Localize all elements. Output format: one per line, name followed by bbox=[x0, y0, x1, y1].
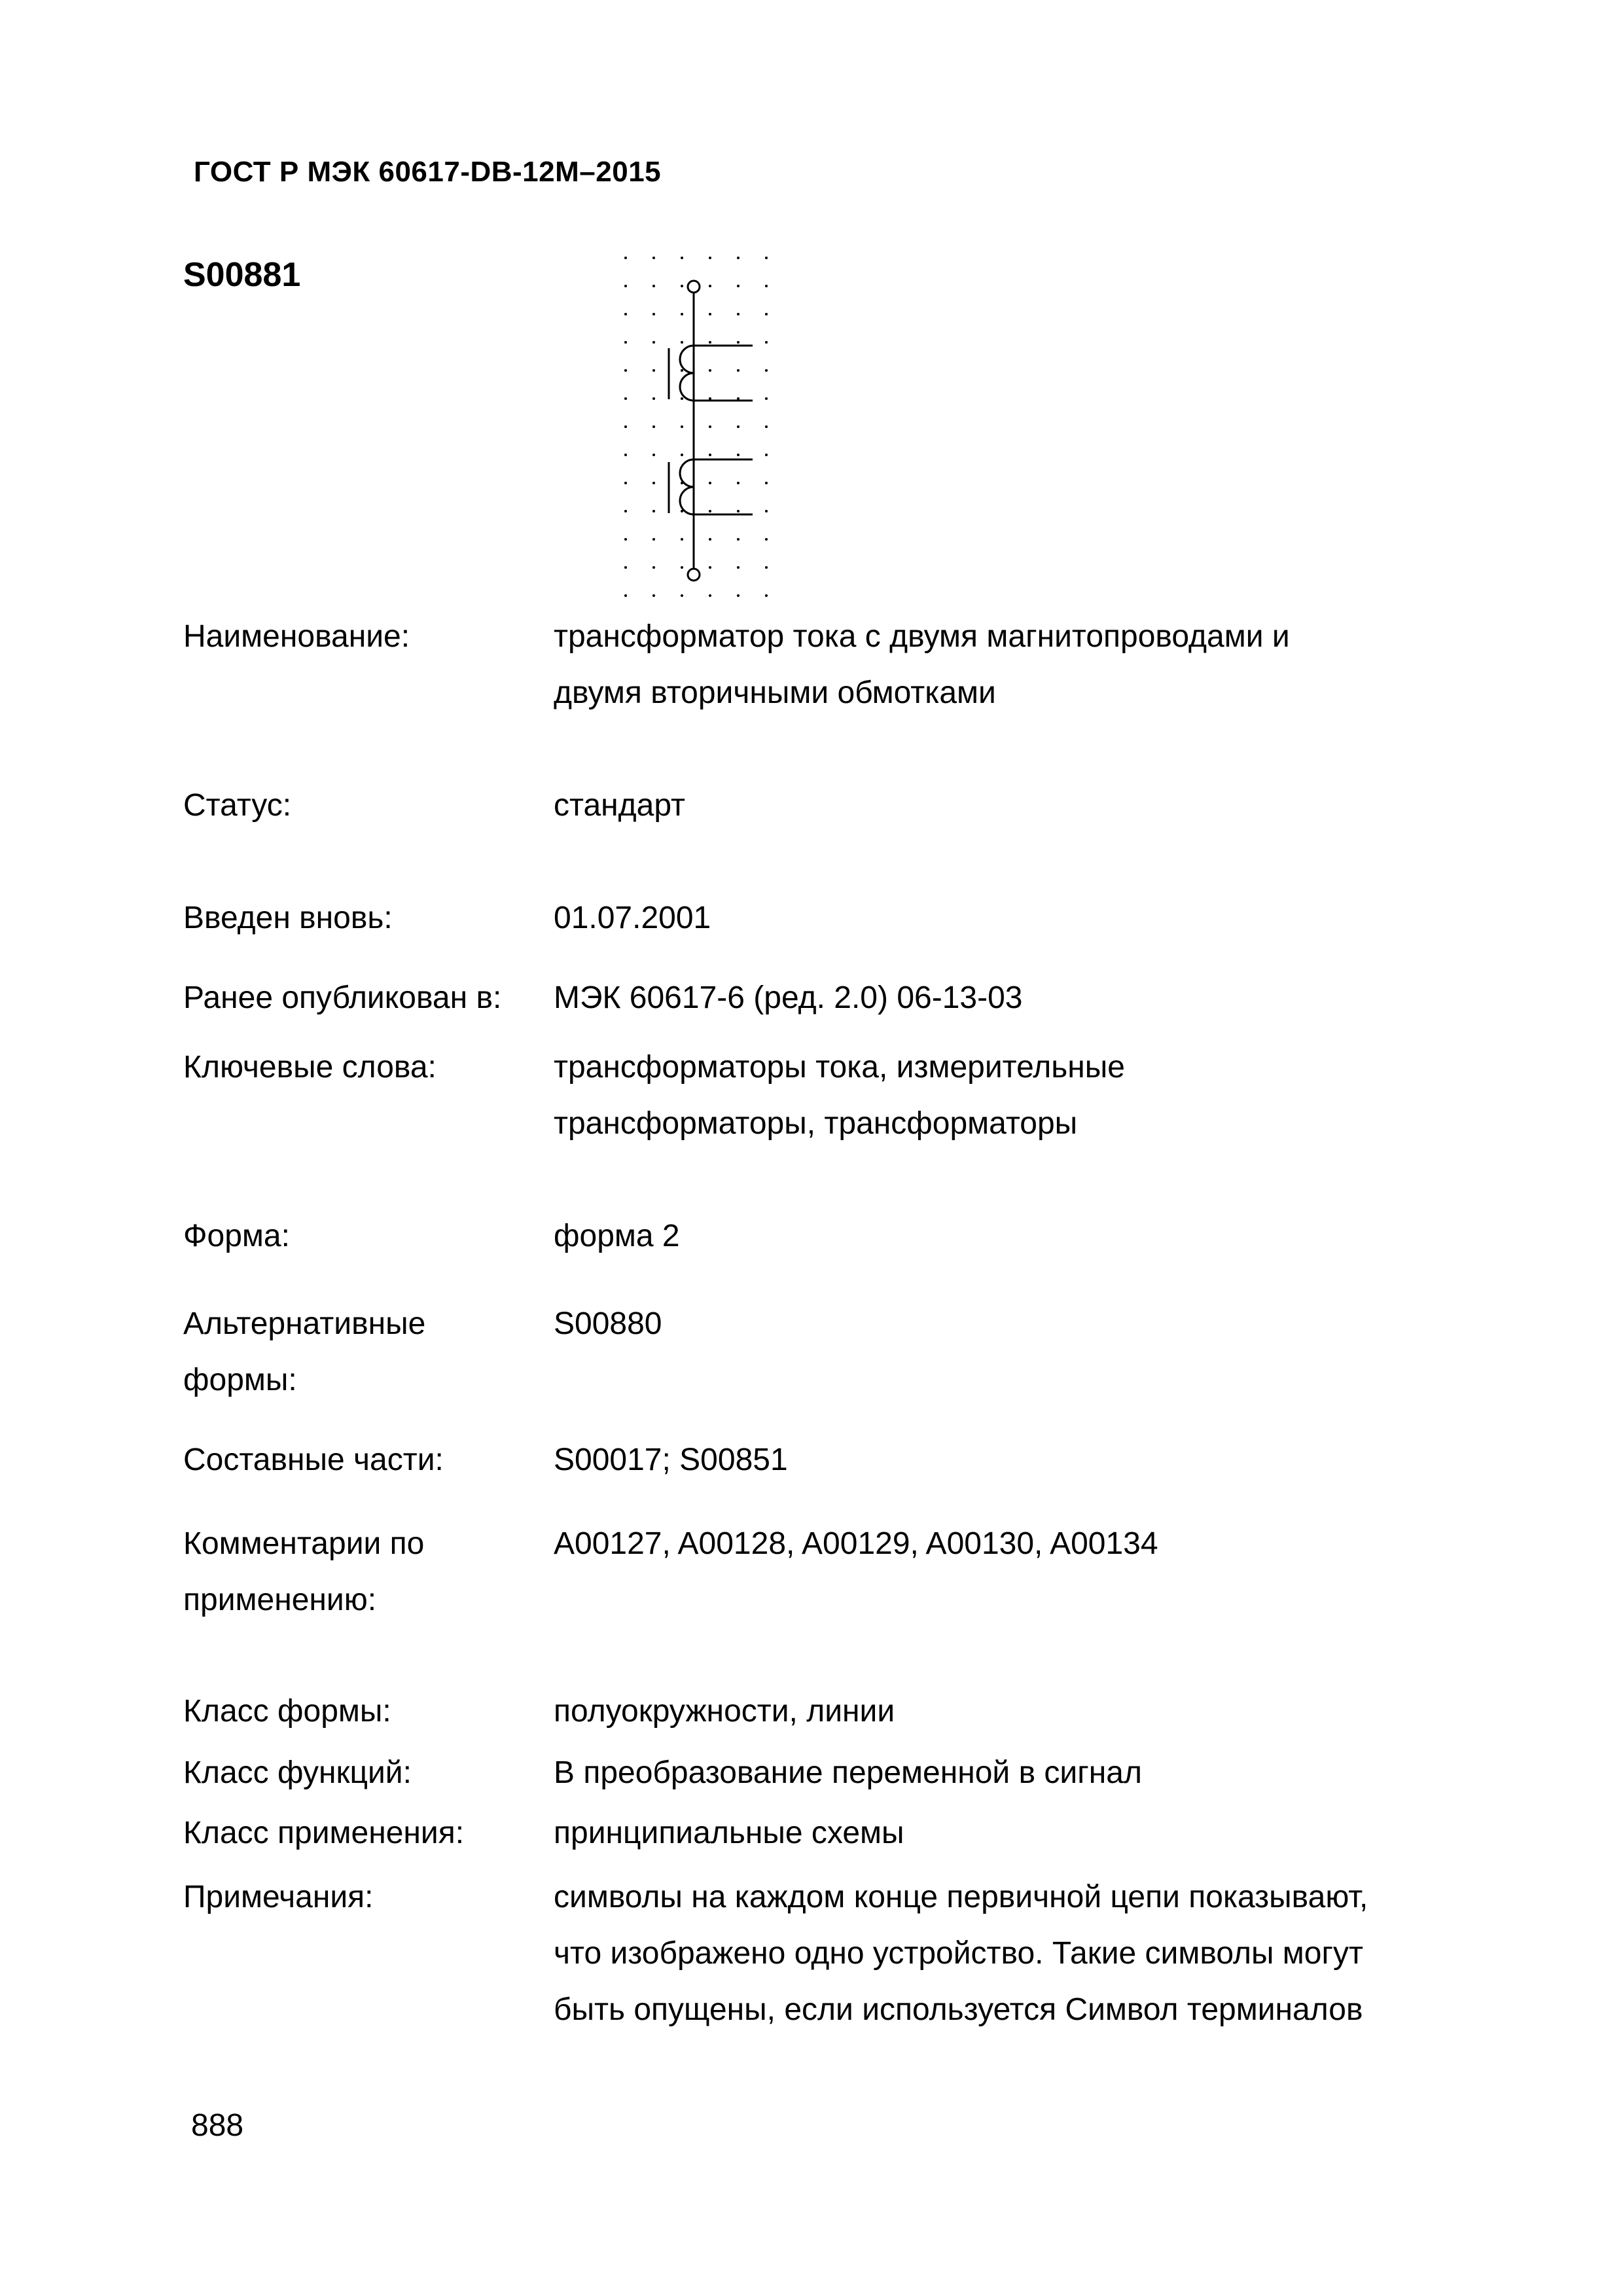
grid-dot bbox=[765, 594, 768, 597]
grid-dot bbox=[652, 594, 655, 597]
grid-dot bbox=[709, 538, 711, 541]
grid-dot bbox=[681, 594, 683, 597]
attribute-label: Ранее опубликован в: bbox=[183, 980, 502, 1015]
grid-dot bbox=[681, 454, 683, 456]
attribute-value-line: трансформаторы тока, измерительные bbox=[554, 1050, 1125, 1085]
grid-dot bbox=[737, 538, 740, 541]
attribute-value-line: трансформаторы, трансформаторы bbox=[554, 1106, 1078, 1141]
grid-dot bbox=[624, 257, 627, 259]
page-number: 888 bbox=[191, 2108, 244, 2143]
grid-dot bbox=[652, 425, 655, 428]
grid-dot bbox=[737, 425, 740, 428]
attribute-row bbox=[183, 1745, 1440, 1801]
grid-dot bbox=[624, 341, 627, 344]
attribute-value-line: стандарт bbox=[554, 788, 685, 823]
attribute-value bbox=[554, 890, 1440, 946]
attribute-value bbox=[554, 1296, 1440, 1408]
grid-dot bbox=[737, 313, 740, 315]
attribute-label: Класс функций: bbox=[183, 1755, 412, 1790]
attribute-value bbox=[554, 609, 1440, 721]
grid-dot bbox=[737, 566, 740, 569]
grid-dot bbox=[765, 285, 768, 287]
attribute-value bbox=[554, 778, 1440, 834]
grid-dot bbox=[765, 313, 768, 315]
grid-dot bbox=[737, 257, 740, 259]
grid-dot bbox=[709, 425, 711, 428]
attribute-value bbox=[554, 1208, 1440, 1265]
grid-dot bbox=[624, 369, 627, 372]
primary-terminal-top bbox=[688, 281, 700, 293]
grid-dot bbox=[737, 341, 740, 344]
grid-dot bbox=[652, 369, 655, 372]
grid-dot bbox=[652, 454, 655, 456]
attribute-value bbox=[554, 970, 1440, 1026]
attribute-label: Форма: bbox=[183, 1219, 290, 1253]
grid-dot bbox=[652, 341, 655, 344]
attribute-row bbox=[183, 1039, 1440, 1152]
attribute-label: Статус: bbox=[183, 788, 292, 823]
grid-dot bbox=[652, 482, 655, 484]
grid-dot bbox=[709, 313, 711, 315]
grid-dot bbox=[709, 454, 711, 456]
grid-dot bbox=[681, 285, 683, 287]
grid-dot bbox=[652, 566, 655, 569]
grid-dot bbox=[681, 397, 683, 400]
grid-dot bbox=[624, 397, 627, 400]
grid-dot bbox=[681, 341, 683, 344]
attribute-value-line: двумя вторичными обмотками bbox=[554, 675, 996, 710]
attribute-row bbox=[183, 778, 1440, 834]
attribute-value-line: трансформатор тока с двумя магнитопроводами и bbox=[554, 619, 1290, 654]
grid-dot bbox=[624, 425, 627, 428]
grid-dot bbox=[765, 257, 768, 259]
grid-dot bbox=[737, 397, 740, 400]
grid-dot bbox=[652, 397, 655, 400]
grid-dot bbox=[652, 313, 655, 315]
grid-dot bbox=[681, 369, 683, 372]
attribute-value-line: S00017; S00851 bbox=[554, 1443, 788, 1477]
symbol-grid-dots bbox=[624, 257, 768, 597]
attribute-label: Класс применения: bbox=[183, 1816, 465, 1850]
attribute-row bbox=[183, 1208, 1440, 1265]
attribute-label: Составные части: bbox=[183, 1443, 444, 1477]
grid-dot bbox=[681, 257, 683, 259]
grid-dot bbox=[652, 285, 655, 287]
grid-dot bbox=[737, 510, 740, 512]
attribute-value-line: 01.07.2001 bbox=[554, 901, 711, 935]
grid-dot bbox=[737, 594, 740, 597]
grid-dot bbox=[709, 369, 711, 372]
attribute-label-line: Альтернативные bbox=[183, 1306, 426, 1341]
grid-dot bbox=[681, 425, 683, 428]
grid-dot bbox=[681, 538, 683, 541]
grid-dot bbox=[737, 285, 740, 287]
attribute-label bbox=[183, 1516, 554, 1628]
attribute-row bbox=[183, 1805, 1440, 1861]
attribute-value-line: МЭК 60617-6 (ред. 2.0) 06-13-03 bbox=[554, 980, 1023, 1015]
attribute-value-line: B преобразование переменной в сигнал bbox=[554, 1755, 1142, 1790]
attribute-label: Класс формы: bbox=[183, 1694, 391, 1729]
attribute-row bbox=[183, 1432, 1440, 1488]
attribute-row bbox=[183, 1683, 1440, 1740]
attribute-label-line: Комментарии по bbox=[183, 1526, 425, 1561]
grid-dot bbox=[652, 257, 655, 259]
symbol-code: S00881 bbox=[183, 256, 301, 294]
attribute-row bbox=[183, 609, 1440, 721]
attribute-value-line: A00127, A00128, A00129, A00130, A00134 bbox=[554, 1526, 1158, 1561]
winding-lower-turns bbox=[680, 459, 694, 514]
attribute-value-line: что изображено одно устройство. Такие символы могут bbox=[554, 1936, 1363, 1971]
grid-dot bbox=[709, 285, 711, 287]
attribute-value-line: быть опущены, если используется Символ терминалов bbox=[554, 1992, 1363, 2027]
attribute-label: Введен вновь: bbox=[183, 901, 393, 935]
grid-dot bbox=[624, 482, 627, 484]
grid-dot bbox=[652, 538, 655, 541]
grid-dot bbox=[765, 369, 768, 372]
grid-dot bbox=[737, 454, 740, 456]
attribute-value bbox=[554, 1432, 1440, 1488]
grid-dot bbox=[652, 510, 655, 512]
grid-dot bbox=[765, 482, 768, 484]
grid-dot bbox=[737, 482, 740, 484]
grid-dot bbox=[681, 566, 683, 569]
grid-dot bbox=[765, 566, 768, 569]
attribute-value bbox=[554, 1869, 1440, 2038]
winding-upper-turns bbox=[680, 346, 694, 401]
grid-dot bbox=[765, 538, 768, 541]
grid-dot bbox=[709, 257, 711, 259]
grid-dot bbox=[709, 397, 711, 400]
attribute-label-line: применению: bbox=[183, 1583, 377, 1617]
attribute-label-line: формы: bbox=[183, 1363, 297, 1397]
attribute-label: Ключевые слова: bbox=[183, 1050, 437, 1085]
current-transformer-symbol-icon bbox=[615, 242, 798, 615]
grid-dot bbox=[765, 454, 768, 456]
grid-dot bbox=[624, 510, 627, 512]
attribute-value bbox=[554, 1745, 1440, 1801]
attribute-value-line: символы на каждом конце первичной цепи показывают, bbox=[554, 1880, 1368, 1914]
attribute-row bbox=[183, 1869, 1440, 2038]
grid-dot bbox=[765, 397, 768, 400]
attribute-value bbox=[554, 1516, 1440, 1628]
attribute-row bbox=[183, 890, 1440, 946]
attribute-row bbox=[183, 1296, 1440, 1408]
attribute-value-line: принципиальные схемы bbox=[554, 1816, 904, 1850]
attribute-label: Примечания: bbox=[183, 1880, 374, 1914]
grid-dot bbox=[624, 285, 627, 287]
grid-dot bbox=[709, 482, 711, 484]
grid-dot bbox=[765, 425, 768, 428]
attribute-row bbox=[183, 1516, 1440, 1628]
grid-dot bbox=[709, 566, 711, 569]
grid-dot bbox=[624, 313, 627, 315]
grid-dot bbox=[624, 454, 627, 456]
attribute-label: Наименование: bbox=[183, 619, 410, 654]
attribute-value bbox=[554, 1683, 1440, 1740]
attribute-label bbox=[183, 1296, 554, 1408]
attribute-value-line: S00880 bbox=[554, 1306, 662, 1341]
attribute-value bbox=[554, 1039, 1440, 1152]
grid-dot bbox=[624, 594, 627, 597]
grid-dot bbox=[709, 510, 711, 512]
attribute-row bbox=[183, 970, 1440, 1026]
document-standard-header: ГОСТ Р МЭК 60617-DB-12M–2015 bbox=[194, 156, 662, 188]
grid-dot bbox=[624, 566, 627, 569]
grid-dot bbox=[737, 369, 740, 372]
attribute-value-line: форма 2 bbox=[554, 1219, 680, 1253]
primary-terminal-bottom bbox=[688, 569, 700, 581]
grid-dot bbox=[765, 510, 768, 512]
attribute-value bbox=[554, 1805, 1440, 1861]
grid-dot bbox=[624, 538, 627, 541]
grid-dot bbox=[765, 341, 768, 344]
grid-dot bbox=[709, 341, 711, 344]
grid-dot bbox=[709, 594, 711, 597]
attribute-value-line: полуокружности, линии bbox=[554, 1694, 895, 1729]
grid-dot bbox=[681, 313, 683, 315]
